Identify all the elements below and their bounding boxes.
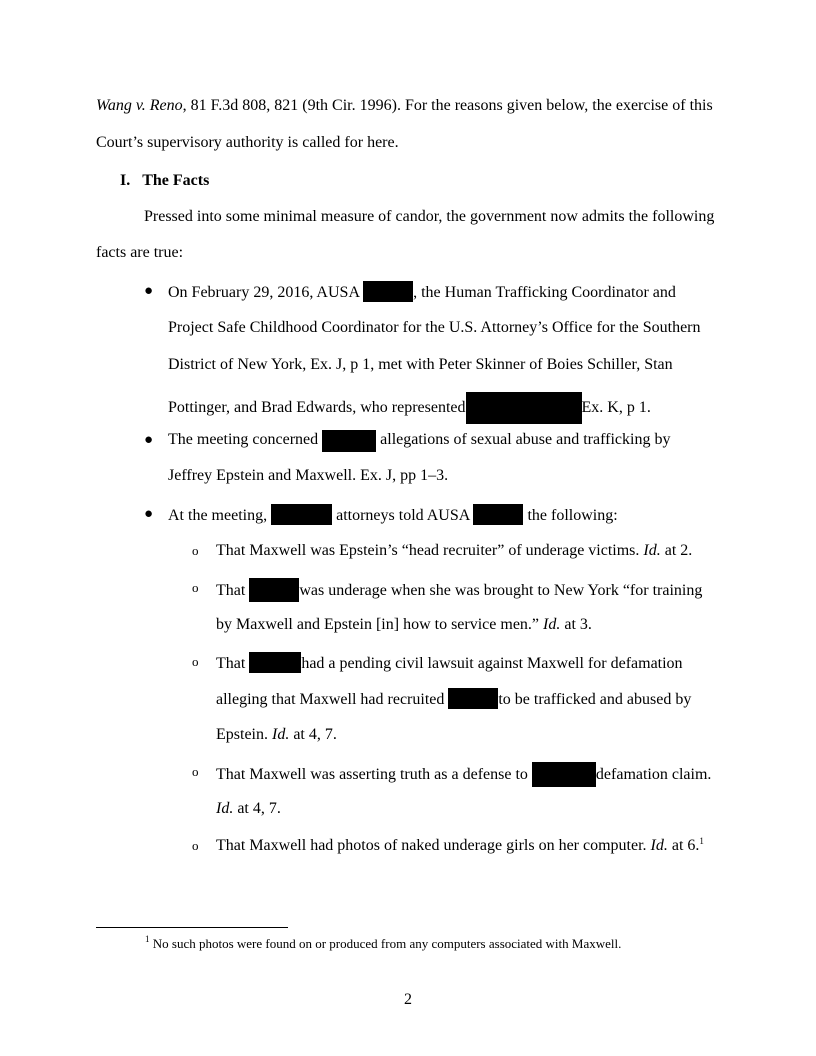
bullet-text: Ex. K, p 1. [581, 399, 651, 416]
sub-bullet-text: at 3. [560, 616, 592, 633]
sub-bullet-4-line-2 [216, 799, 281, 819]
case-name: Wang v. Reno [96, 97, 183, 114]
bullet-text: On February 29, 2016, AUSA [168, 284, 364, 301]
bullet-text: , the Human Trafficking Coordinator and [413, 284, 676, 301]
bullet-marker: ● [144, 506, 154, 522]
id-cite: Id. [216, 800, 234, 817]
section-title: The Facts [142, 172, 210, 189]
sub-bullet-text: by Maxwell and Epstein [in] how to service men.” [216, 616, 544, 633]
sub-bullet-marker: o [192, 838, 199, 853]
bullet-marker: ● [144, 283, 154, 299]
sub-bullet-3-line-3 [216, 725, 337, 745]
sub-bullet-text: That Maxwell had photos of naked underage girls on her computer. [216, 837, 651, 854]
redaction-box [249, 578, 299, 602]
bullet-1-line-1 [168, 281, 676, 303]
sub-bullet-text: at 4, 7. [233, 800, 281, 817]
sub-bullet-marker: o [192, 580, 199, 595]
id-cite: Id. [650, 837, 668, 854]
bullet-3-line-1 [168, 504, 618, 526]
redaction-box [473, 504, 523, 525]
footnote-mark: 1 [145, 934, 150, 944]
sub-bullet-3-line-2 [216, 688, 691, 710]
bullet-1-line-4 [168, 392, 651, 424]
footnote [145, 935, 621, 953]
sub-bullet-5-line-1 [216, 836, 704, 856]
sub-bullet-text: was underage when she was brought to New York “for training [299, 582, 703, 599]
footnote-divider [96, 927, 288, 928]
sub-bullet-marker: o [192, 764, 199, 779]
sub-bullet-marker: o [192, 543, 199, 558]
bullet-text: attorneys told AUSA [332, 507, 474, 524]
redaction-box [363, 281, 413, 302]
sub-bullet-1-line-1 [216, 541, 692, 561]
footnote-text: No such photos were found on or produced from any computers associated with Maxwell. [149, 936, 622, 951]
sub-bullet-text: at 4, 7. [289, 726, 337, 743]
id-cite: Id. [543, 616, 561, 633]
sub-bullet-text: had a pending civil lawsuit against Maxwell for defamation [301, 655, 683, 672]
id-cite: Id. [272, 726, 290, 743]
bullet-text: At the meeting, [168, 507, 272, 524]
bullet-text: the following: [523, 507, 618, 524]
id-cite: Id. [643, 542, 661, 559]
sub-bullet-text: Epstein. [216, 726, 272, 743]
section-heading [120, 171, 209, 191]
sub-bullet-2-line-1 [216, 578, 702, 602]
sub-bullet-text: defamation claim. [595, 766, 712, 783]
redaction-box [249, 652, 301, 673]
sub-bullet-4-line-1 [216, 762, 711, 787]
bullet-1-line-3: District of New York, Ex. J, p 1, met with Peter Skinner of Boies Schiller, Stan [168, 356, 673, 373]
sub-bullet-2-line-2 [216, 615, 592, 635]
intro-line-2: Court’s supervisory authority is called for here. [96, 134, 399, 151]
redaction-box [448, 688, 498, 709]
redaction-box [466, 392, 582, 424]
sub-bullet-text: at 6. [667, 837, 700, 854]
redaction-box [322, 430, 376, 452]
intro-line-1 [96, 96, 713, 116]
sub-bullet-text: to be trafficked and abused by [498, 691, 692, 708]
bullet-marker: ● [144, 432, 154, 448]
citation-text: , 81 F.3d 808, 821 (9th Cir. 1996). For the reasons given below, the exercise of this [182, 97, 713, 114]
bullet-2-line-1 [168, 430, 670, 452]
bullet-1-line-2: Project Safe Childhood Coordinator for the U.S. Attorney’s Office for the Southern [168, 319, 701, 336]
sub-bullet-3-line-1 [216, 652, 683, 674]
footnote-reference[interactable]: 1 [699, 836, 704, 846]
sub-bullet-text: That [216, 582, 250, 599]
redaction-box [271, 504, 332, 525]
bullet-text: The meeting concerned [168, 431, 323, 448]
para-line-2: facts are true: [96, 244, 184, 261]
sub-bullet-marker: o [192, 654, 199, 669]
sub-bullet-text: That Maxwell was asserting truth as a defense to [216, 766, 532, 783]
bullet-2-line-2: Jeffrey Epstein and Maxwell. Ex. J, pp 1–3. [168, 467, 449, 484]
sub-bullet-text: That Maxwell was Epstein’s “head recruiter” of underage victims. [216, 542, 644, 559]
bullet-text: allegations of sexual abuse and trafficking by [376, 431, 671, 448]
sub-bullet-text: at 2. [660, 542, 693, 559]
redaction-box [532, 762, 596, 787]
sub-bullet-text: alleging that Maxwell had recruited [216, 691, 449, 708]
bullet-text: Pottinger, and Brad Edwards, who represented [168, 399, 466, 416]
para-line-1: Pressed into some minimal measure of candor, the government now admits the following [144, 208, 715, 225]
section-number: I. [120, 172, 131, 189]
sub-bullet-text: That [216, 655, 250, 672]
page-number: 2 [404, 991, 412, 1008]
